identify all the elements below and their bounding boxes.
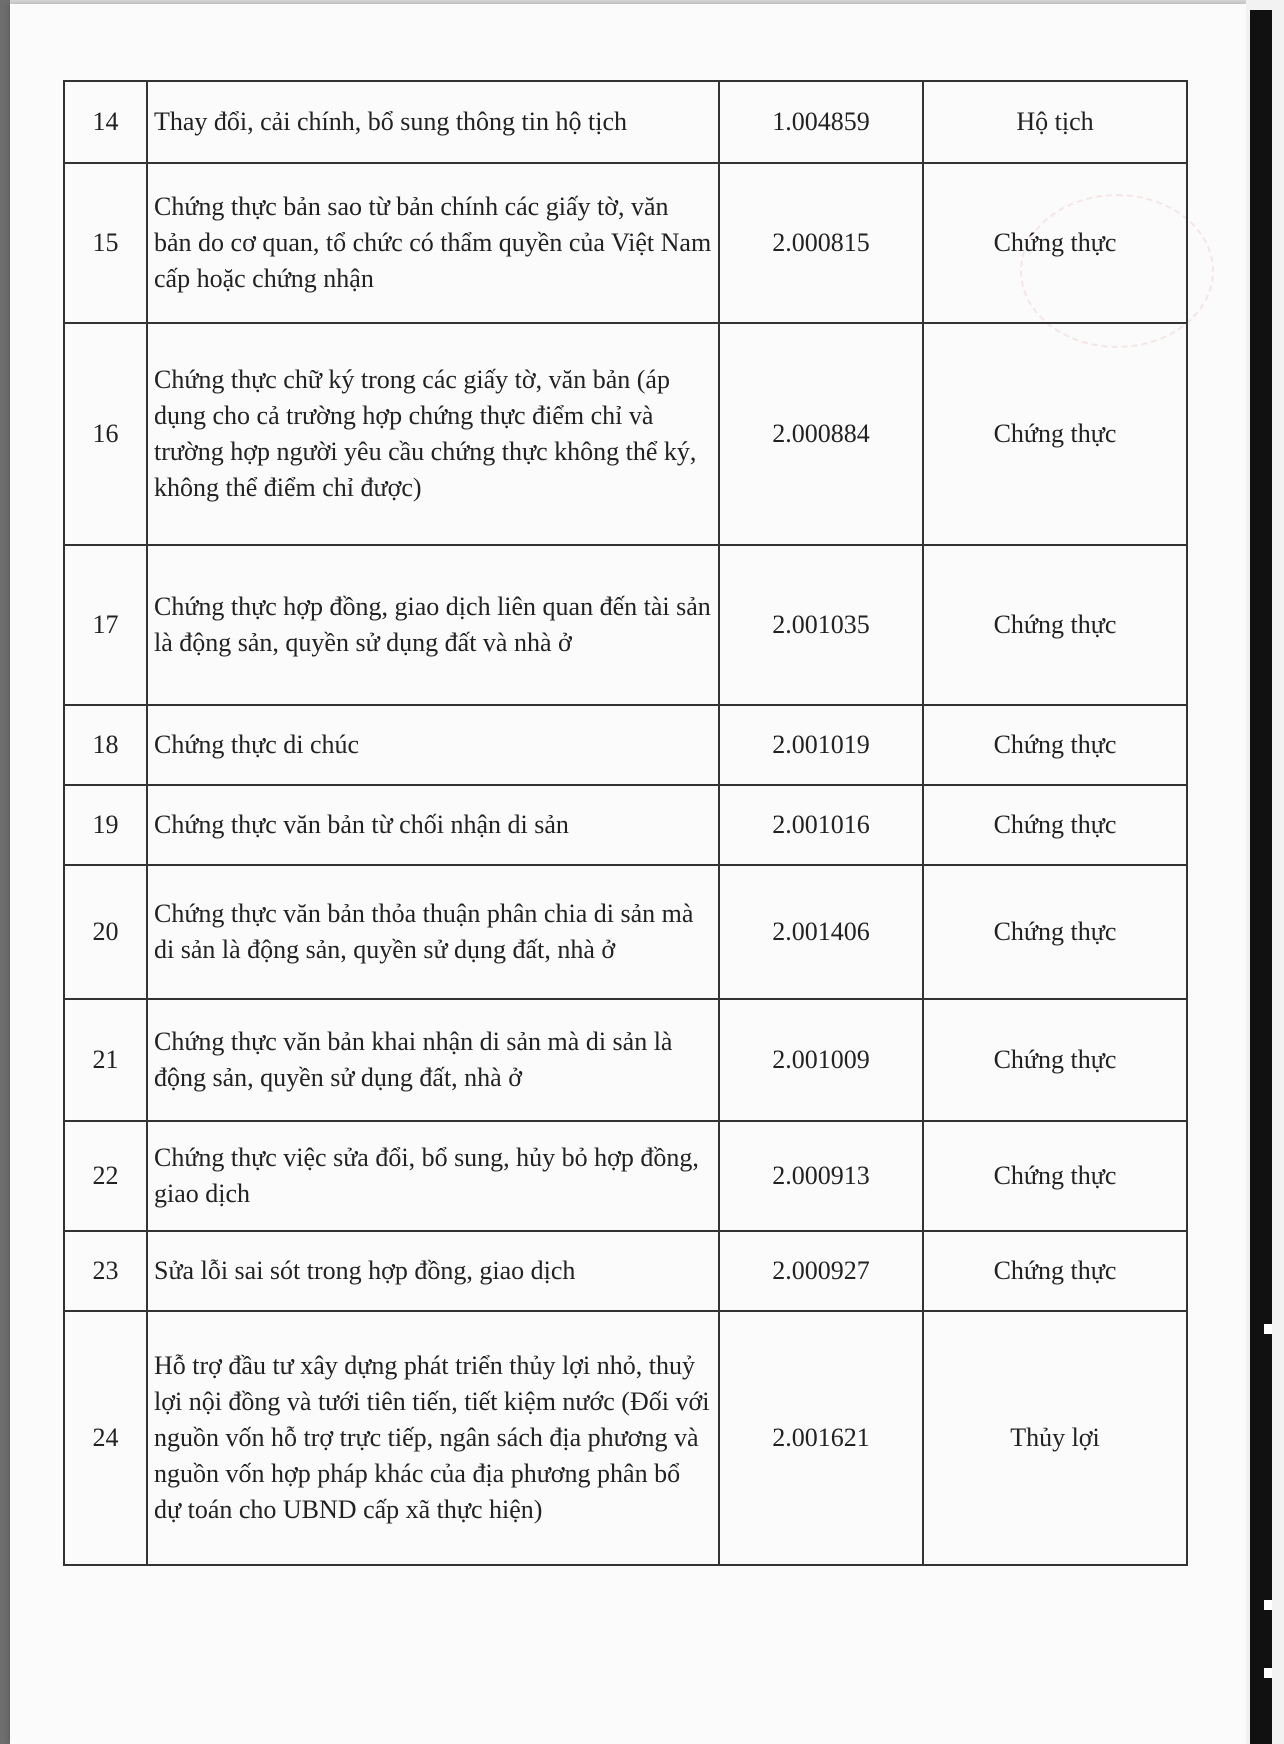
table-row — [64, 323, 1187, 545]
procedure-code: 2.000927 — [719, 1231, 923, 1311]
table-row — [64, 1231, 1187, 1311]
procedure-field: Chứng thực — [923, 545, 1187, 705]
row-number: 17 — [64, 545, 147, 705]
row-number: 20 — [64, 865, 147, 999]
row-number: 14 — [64, 81, 147, 163]
row-number: 18 — [64, 705, 147, 785]
procedure-name: Chứng thực chữ ký trong các giấy tờ, văn bản (áp dụng cho cả trường hợp chứng thực điểm chỉ và trường hợp người yêu cầu chứng thực không thể ký, không thể điểm chỉ được) — [147, 323, 719, 545]
procedure-code: 2.001035 — [719, 545, 923, 705]
row-number: 16 — [64, 323, 147, 545]
procedure-field: Chứng thực — [923, 1121, 1187, 1231]
procedure-code: 2.000913 — [719, 1121, 923, 1231]
procedure-name: Chứng thực văn bản khai nhận di sản mà di sản là động sản, quyền sử dụng đất, nhà ở — [147, 999, 719, 1121]
bar-notch — [1264, 1324, 1272, 1334]
procedure-code: 2.001016 — [719, 785, 923, 865]
procedure-field: Chứng thực — [923, 865, 1187, 999]
table-row — [64, 999, 1187, 1121]
scan-left-edge — [0, 0, 10, 1744]
procedure-field: Chứng thực — [923, 999, 1187, 1121]
procedure-code: 2.001621 — [719, 1311, 923, 1565]
table-row — [64, 865, 1187, 999]
procedure-name: Hỗ trợ đầu tư xây dựng phát triển thủy lợi nhỏ, thuỷ lợi nội đồng và tưới tiên tiến, tiết kiệm nước (Đối với nguồn vốn hỗ trợ trực tiếp, ngân sách địa phương và nguồn vốn hợp pháp khác của địa phương phân bổ dự toán cho UBND cấp xã thực hiện) — [147, 1311, 719, 1565]
table-row — [64, 785, 1187, 865]
procedure-field: Chứng thực — [923, 163, 1187, 323]
table-row — [64, 545, 1187, 705]
procedure-code: 2.001019 — [719, 705, 923, 785]
row-number: 24 — [64, 1311, 147, 1565]
procedure-name: Sửa lỗi sai sót trong hợp đồng, giao dịch — [147, 1231, 719, 1311]
procedures-table — [63, 80, 1188, 1566]
procedure-code: 1.004859 — [719, 81, 923, 163]
procedure-name: Chứng thực di chúc — [147, 705, 719, 785]
row-number: 22 — [64, 1121, 147, 1231]
procedure-field: Hộ tịch — [923, 81, 1187, 163]
row-number: 21 — [64, 999, 147, 1121]
procedure-code: 2.001406 — [719, 865, 923, 999]
procedure-code: 2.000884 — [719, 323, 923, 545]
row-number: 19 — [64, 785, 147, 865]
procedure-field: Thủy lợi — [923, 1311, 1187, 1565]
scan-right-bar — [1250, 10, 1272, 1744]
procedure-name: Chứng thực bản sao từ bản chính các giấy tờ, văn bản do cơ quan, tổ chức có thẩm quyền của Việt Nam cấp hoặc chứng nhận — [147, 163, 719, 323]
row-number: 23 — [64, 1231, 147, 1311]
procedure-name: Chứng thực hợp đồng, giao dịch liên quan đến tài sản là động sản, quyền sử dụng đất và nhà ở — [147, 545, 719, 705]
procedure-field: Chứng thực — [923, 785, 1187, 865]
procedure-name: Chứng thực việc sửa đổi, bổ sung, hủy bỏ hợp đồng, giao dịch — [147, 1121, 719, 1231]
procedure-name: Thay đổi, cải chính, bổ sung thông tin hộ tịch — [147, 81, 719, 163]
procedure-field: Chứng thực — [923, 1231, 1187, 1311]
procedure-code: 2.001009 — [719, 999, 923, 1121]
procedure-code: 2.000815 — [719, 163, 923, 323]
procedure-name: Chứng thực văn bản thỏa thuận phân chia di sản mà di sản là động sản, quyền sử dụng đất, nhà ở — [147, 865, 719, 999]
bar-notch — [1264, 1600, 1272, 1610]
procedure-name: Chứng thực văn bản từ chối nhận di sản — [147, 785, 719, 865]
table-row — [64, 81, 1187, 163]
table-row — [64, 1121, 1187, 1231]
table-row — [64, 163, 1187, 323]
table-row — [64, 705, 1187, 785]
table-row — [64, 1311, 1187, 1565]
procedure-field: Chứng thực — [923, 705, 1187, 785]
procedure-field: Chứng thực — [923, 323, 1187, 545]
bar-notch — [1264, 1668, 1272, 1678]
row-number: 15 — [64, 163, 147, 323]
